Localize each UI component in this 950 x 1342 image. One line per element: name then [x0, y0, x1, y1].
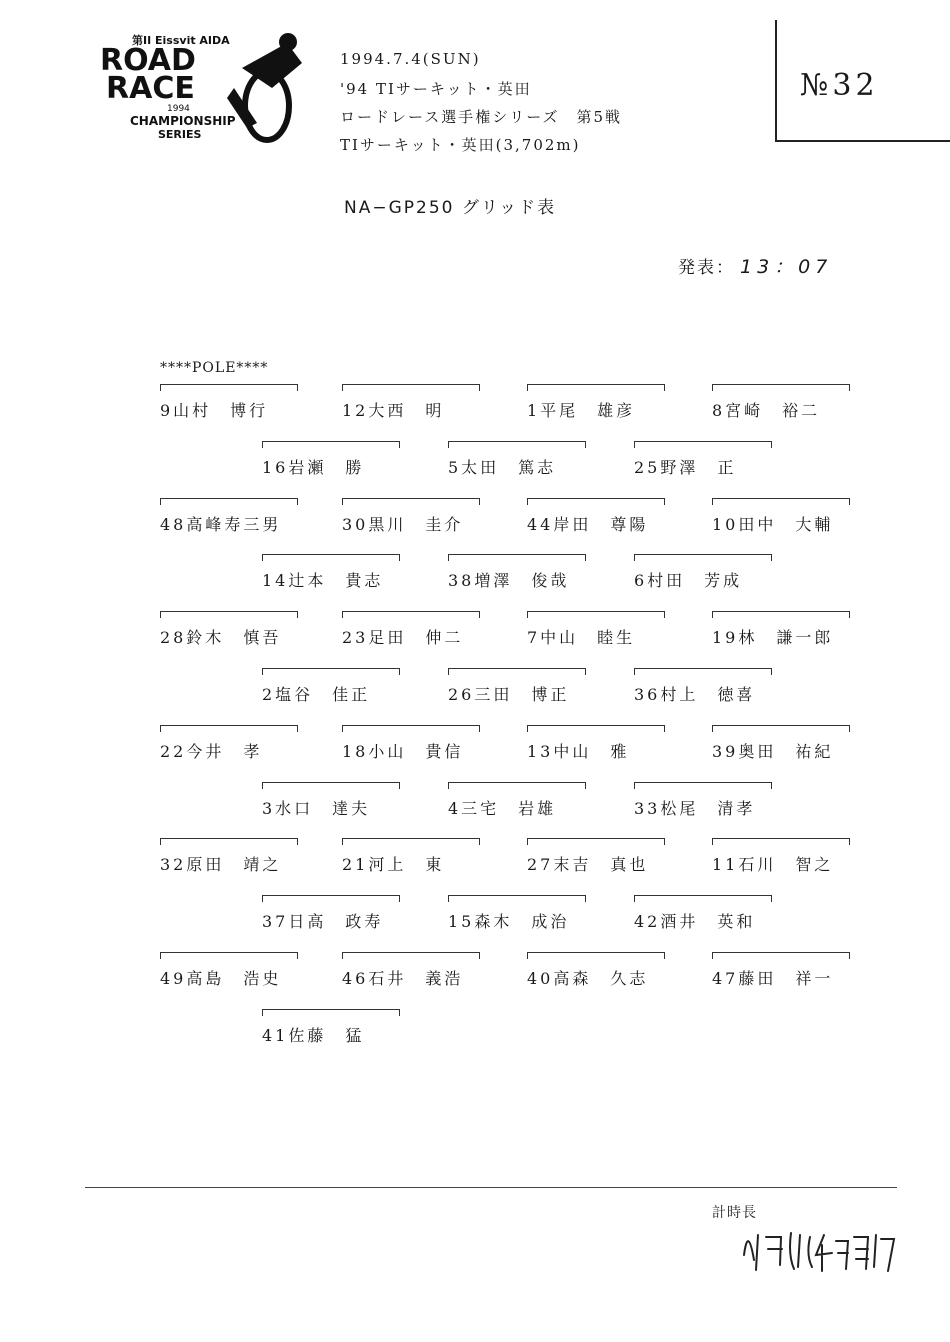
grid-slot: [712, 384, 892, 430]
grid-slot-bracket: [634, 441, 772, 448]
grid-slot: [527, 838, 707, 884]
grid-slot-entry: 33松尾 清孝: [634, 799, 756, 818]
grid-slot-entry: 28鈴木 慎吾: [160, 628, 282, 647]
grid-slot: [160, 384, 340, 430]
grid-slot: [262, 1009, 442, 1055]
grid-slot-bracket: [448, 895, 586, 902]
grid-slot-bracket: [527, 952, 665, 959]
grid-slot-bracket: [634, 895, 772, 902]
grid-slot-entry: 41佐藤 猛: [262, 1026, 365, 1045]
grid-slot-entry: 30黒川 圭介: [342, 515, 464, 534]
grid-slot-entry: 49高島 浩史: [160, 969, 282, 988]
grid-slot-entry: 8宮崎 裕二: [712, 401, 821, 420]
grid-slot-entry: 44岸田 尊陽: [527, 515, 649, 534]
grid-slot-entry: 22今井 孝: [160, 742, 263, 761]
grid-slot: [634, 441, 814, 487]
grid-slot-bracket: [342, 725, 480, 732]
grid-slot: [160, 725, 340, 771]
document-number: №32: [800, 68, 879, 103]
grid-slot-bracket: [342, 952, 480, 959]
grid-slot-entry: 26三田 博正: [448, 685, 570, 704]
chief-timekeeper-label: 計時長: [712, 1205, 757, 1221]
grid-slot: [342, 838, 522, 884]
grid-slot-bracket: [262, 895, 400, 902]
document-title: NA−GP250 グリッド表: [344, 198, 557, 218]
grid-slot: [527, 384, 707, 430]
grid-slot: [262, 441, 442, 487]
grid-slot-entry: 21河上 東: [342, 855, 445, 874]
grid-slot: [448, 441, 628, 487]
grid-slot-bracket: [262, 554, 400, 561]
grid-slot: [712, 611, 892, 657]
grid-slot-bracket: [262, 782, 400, 789]
grid-slot-bracket: [634, 782, 772, 789]
grid-slot-bracket: [712, 498, 850, 505]
grid-slot-bracket: [342, 498, 480, 505]
grid-slot-bracket: [712, 725, 850, 732]
grid-slot: [342, 952, 522, 998]
grid-slot-bracket: [712, 611, 850, 618]
grid-slot-entry: 14辻本 貴志: [262, 571, 384, 590]
announcement-time: 13：07: [740, 256, 833, 278]
logo-year-text: 1994: [167, 104, 190, 114]
grid-slot-bracket: [160, 952, 298, 959]
grid-slot: [448, 895, 628, 941]
grid-slot-bracket: [527, 498, 665, 505]
road-race-championship-logo: [62, 28, 312, 148]
grid-slot-bracket: [262, 1009, 400, 1016]
grid-slot: [527, 952, 707, 998]
grid-slot: [342, 725, 522, 771]
event-series: ロードレース選手権シリーズ 第5戦: [340, 108, 623, 126]
grid-slot-entry: 9山村 博行: [160, 401, 269, 420]
event-venue-title: '94 TIサーキット・英田: [340, 80, 532, 98]
grid-slot-entry: 2塩谷 佳正: [262, 685, 371, 704]
announcement-label: 発表：: [678, 258, 735, 278]
grid-slot-bracket: [712, 384, 850, 391]
event-date: 1994.7.4(SUN): [340, 50, 481, 68]
grid-slot-bracket: [160, 384, 298, 391]
grid-slot-bracket: [342, 384, 480, 391]
grid-slot: [712, 838, 892, 884]
grid-slot-entry: 23足田 伸二: [342, 628, 464, 647]
grid-slot-entry: 5太田 篤志: [448, 458, 557, 477]
logo-championship-text: CHAMPIONSHIP: [130, 114, 236, 128]
grid-slot-entry: 47藤田 祥一: [712, 969, 834, 988]
chief-timekeeper-signature: [736, 1215, 906, 1275]
grid-slot-entry: 1平尾 雄彦: [527, 401, 636, 420]
grid-slot-bracket: [160, 838, 298, 845]
grid-slot: [527, 498, 707, 544]
grid-slot: [262, 668, 442, 714]
grid-slot-entry: 46石井 義浩: [342, 969, 464, 988]
grid-slot-entry: 39奥田 祐紀: [712, 742, 834, 761]
grid-slot: [527, 611, 707, 657]
grid-slot-bracket: [342, 838, 480, 845]
logo-road-text: ROAD: [100, 43, 196, 78]
grid-slot: [712, 498, 892, 544]
grid-slot-bracket: [262, 441, 400, 448]
grid-slot-bracket: [527, 838, 665, 845]
grid-slot-bracket: [448, 668, 586, 675]
grid-slot: [160, 611, 340, 657]
grid-slot-entry: 40高森 久志: [527, 969, 649, 988]
grid-slot-entry: 16岩瀬 勝: [262, 458, 365, 477]
grid-slot-entry: 37日高 政寿: [262, 912, 384, 931]
event-circuit: TIサーキット・英田(3,702m): [340, 136, 581, 154]
grid-slot: [160, 838, 340, 884]
pole-position-label: ****POLE****: [160, 360, 269, 376]
grid-slot: [342, 384, 522, 430]
grid-slot: [634, 668, 814, 714]
grid-slot-entry: 48高峰寿三男: [160, 515, 282, 534]
grid-slot-bracket: [262, 668, 400, 675]
grid-slot: [527, 725, 707, 771]
grid-slot-bracket: [342, 611, 480, 618]
grid-slot: [342, 611, 522, 657]
grid-slot: [448, 668, 628, 714]
grid-slot-bracket: [160, 611, 298, 618]
grid-slot-entry: 18小山 貴信: [342, 742, 464, 761]
grid-slot-entry: 32原田 靖之: [160, 855, 282, 874]
grid-slot-entry: 19林 謙一郎: [712, 628, 834, 647]
grid-slot-entry: 13中山 雅: [527, 742, 630, 761]
grid-slot-entry: 4三宅 岩雄: [448, 799, 557, 818]
grid-slot-entry: 15森木 成治: [448, 912, 570, 931]
grid-slot-entry: 25野澤 正: [634, 458, 737, 477]
grid-slot: [262, 554, 442, 600]
grid-slot-entry: 6村田 芳成: [634, 571, 743, 590]
grid-slot: [342, 498, 522, 544]
grid-slot: [634, 895, 814, 941]
grid-slot-entry: 27末吉 真也: [527, 855, 649, 874]
grid-slot-bracket: [160, 498, 298, 505]
grid-slot: [712, 725, 892, 771]
grid-slot-bracket: [448, 441, 586, 448]
grid-slot-bracket: [634, 554, 772, 561]
grid-slot-bracket: [634, 668, 772, 675]
logo-series-text: SERIES: [158, 128, 202, 141]
grid-slot-bracket: [527, 611, 665, 618]
grid-slot-bracket: [527, 384, 665, 391]
grid-slot-entry: 10田中 大輔: [712, 515, 834, 534]
grid-slot-entry: 7中山 睦生: [527, 628, 636, 647]
grid-slot: [712, 952, 892, 998]
grid-slot-bracket: [527, 725, 665, 732]
logo-race-text: RACE: [106, 71, 195, 106]
grid-slot-bracket: [448, 554, 586, 561]
grid-slot-bracket: [712, 838, 850, 845]
grid-slot-entry: 38増澤 俊哉: [448, 571, 570, 590]
grid-slot-bracket: [712, 952, 850, 959]
grid-slot: [160, 498, 340, 544]
grid-slot: [262, 895, 442, 941]
grid-slot-entry: 3水口 達夫: [262, 799, 371, 818]
grid-slot: [448, 782, 628, 828]
grid-slot-entry: 11石川 智之: [712, 855, 834, 874]
grid-slot: [160, 952, 340, 998]
grid-slot-entry: 12大西 明: [342, 401, 445, 420]
grid-slot: [634, 782, 814, 828]
grid-slot-bracket: [448, 782, 586, 789]
grid-slot-bracket: [160, 725, 298, 732]
footer-divider: [85, 1187, 897, 1188]
motorcycle-rider-icon: [227, 33, 302, 140]
logo-sponsor-text: 第II Eissvit AIDA: [132, 34, 230, 47]
grid-slot-entry: 42酒井 英和: [634, 912, 756, 931]
grid-slot: [448, 554, 628, 600]
grid-slot-entry: 36村上 徳喜: [634, 685, 756, 704]
grid-slot: [262, 782, 442, 828]
grid-slot: [634, 554, 814, 600]
